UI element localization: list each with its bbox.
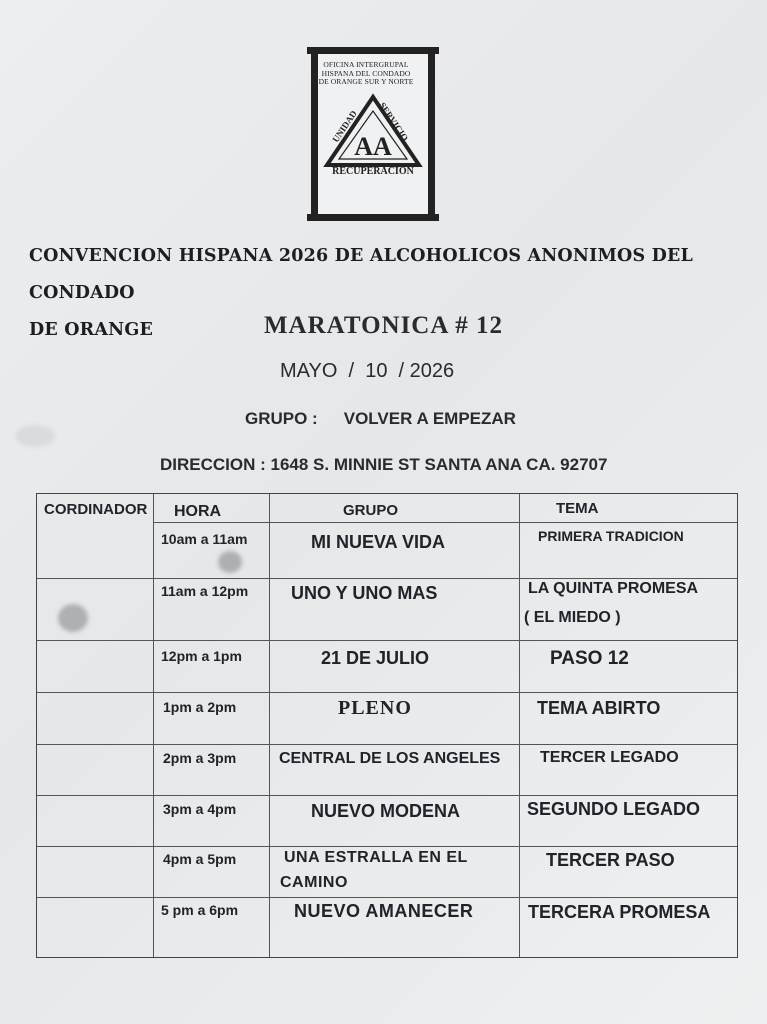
row-divider	[37, 640, 737, 641]
host-group-label: GRUPO :	[245, 409, 318, 428]
host-group-line	[245, 409, 516, 429]
row-divider	[37, 744, 737, 745]
row-time: 11am a 12pm	[161, 583, 249, 599]
row-divider	[37, 897, 737, 898]
column-divider	[519, 494, 520, 957]
row-divider	[37, 692, 737, 693]
row-topic: TERCER LEGADO	[540, 749, 679, 766]
row-group: MI NUEVA VIDA	[311, 532, 446, 552]
row-group: NUEVO AMANECER	[294, 901, 474, 921]
schedule-table	[36, 493, 738, 958]
column-divider	[269, 494, 270, 957]
row-time: 2pm a 3pm	[163, 750, 237, 766]
row-topic: LA QUINTA PROMESA	[528, 580, 699, 597]
logo-unidad-word: UNIDAD	[330, 108, 359, 145]
header-topic: TEMA	[556, 500, 599, 517]
row-topic: PASO 12	[550, 648, 629, 669]
row-topic-note: ( EL MIEDO )	[524, 609, 621, 626]
row-group: UNA ESTRALLA EN EL	[284, 849, 468, 866]
header-coordinator: CORDINADOR	[44, 501, 148, 518]
logo-servicio-word: SERVICIO	[377, 100, 411, 143]
row-divider	[153, 522, 737, 523]
event-date: MAYO / 10 / 2026	[280, 360, 455, 382]
column-divider	[153, 494, 154, 957]
host-group-name: VOLVER A EMPEZAR	[343, 409, 516, 428]
row-time: 12pm a 1pm	[161, 648, 242, 664]
row-topic: TERCERA PROMESA	[528, 902, 711, 922]
row-topic: SEGUNDO LEGADO	[527, 799, 701, 819]
row-time: 5 pm a 6pm	[161, 902, 239, 918]
row-group: PLENO	[338, 697, 412, 719]
logo-aa-letters: AA	[354, 132, 392, 161]
row-time: 3pm a 4pm	[163, 801, 237, 817]
row-topic: PRIMERA TRADICION	[538, 528, 684, 544]
row-time: 4pm a 5pm	[163, 851, 237, 867]
aa-triangle-icon	[307, 47, 439, 221]
row-time: 1pm a 2pm	[163, 699, 237, 715]
row-topic: TERCER PASO	[546, 850, 675, 870]
header-time: HORA	[174, 503, 222, 520]
smudge-mark	[15, 425, 55, 447]
row-group: 21 DE JULIO	[321, 648, 430, 668]
logo-office-name: OFICINA INTERGRUPAL HISPANA DEL CONDADO DE ORANGE SUR Y NORTE	[318, 60, 414, 86]
row-group: NUEVO MODENA	[311, 801, 461, 821]
row-time: 10am a 11am	[161, 531, 248, 547]
logo-recuperacion-word: RECUPERACION	[332, 166, 414, 177]
row-group: CENTRAL DE LOS ANGELES	[279, 750, 501, 767]
event-address: DIRECCION : 1648 S. MINNIE ST SANTA ANA CA. 92707	[160, 455, 608, 474]
row-group: UNO Y UNO MAS	[291, 583, 438, 603]
convention-title-line1: CONVENCION HISPANA 2026 DE ALCOHOLICOS ANONIMOS DEL CONDADO	[29, 246, 694, 303]
convention-title-line2: DE ORANGE	[29, 320, 154, 340]
row-divider	[37, 795, 737, 796]
row-topic: TEMA ABIRTO	[537, 698, 661, 718]
aa-intergroup-logo	[307, 47, 439, 221]
row-group-cont: CAMINO	[280, 874, 348, 891]
marathon-title: MARATONICA # 12	[263, 312, 504, 339]
row-divider	[37, 846, 737, 847]
header-group: GRUPO	[343, 502, 399, 519]
